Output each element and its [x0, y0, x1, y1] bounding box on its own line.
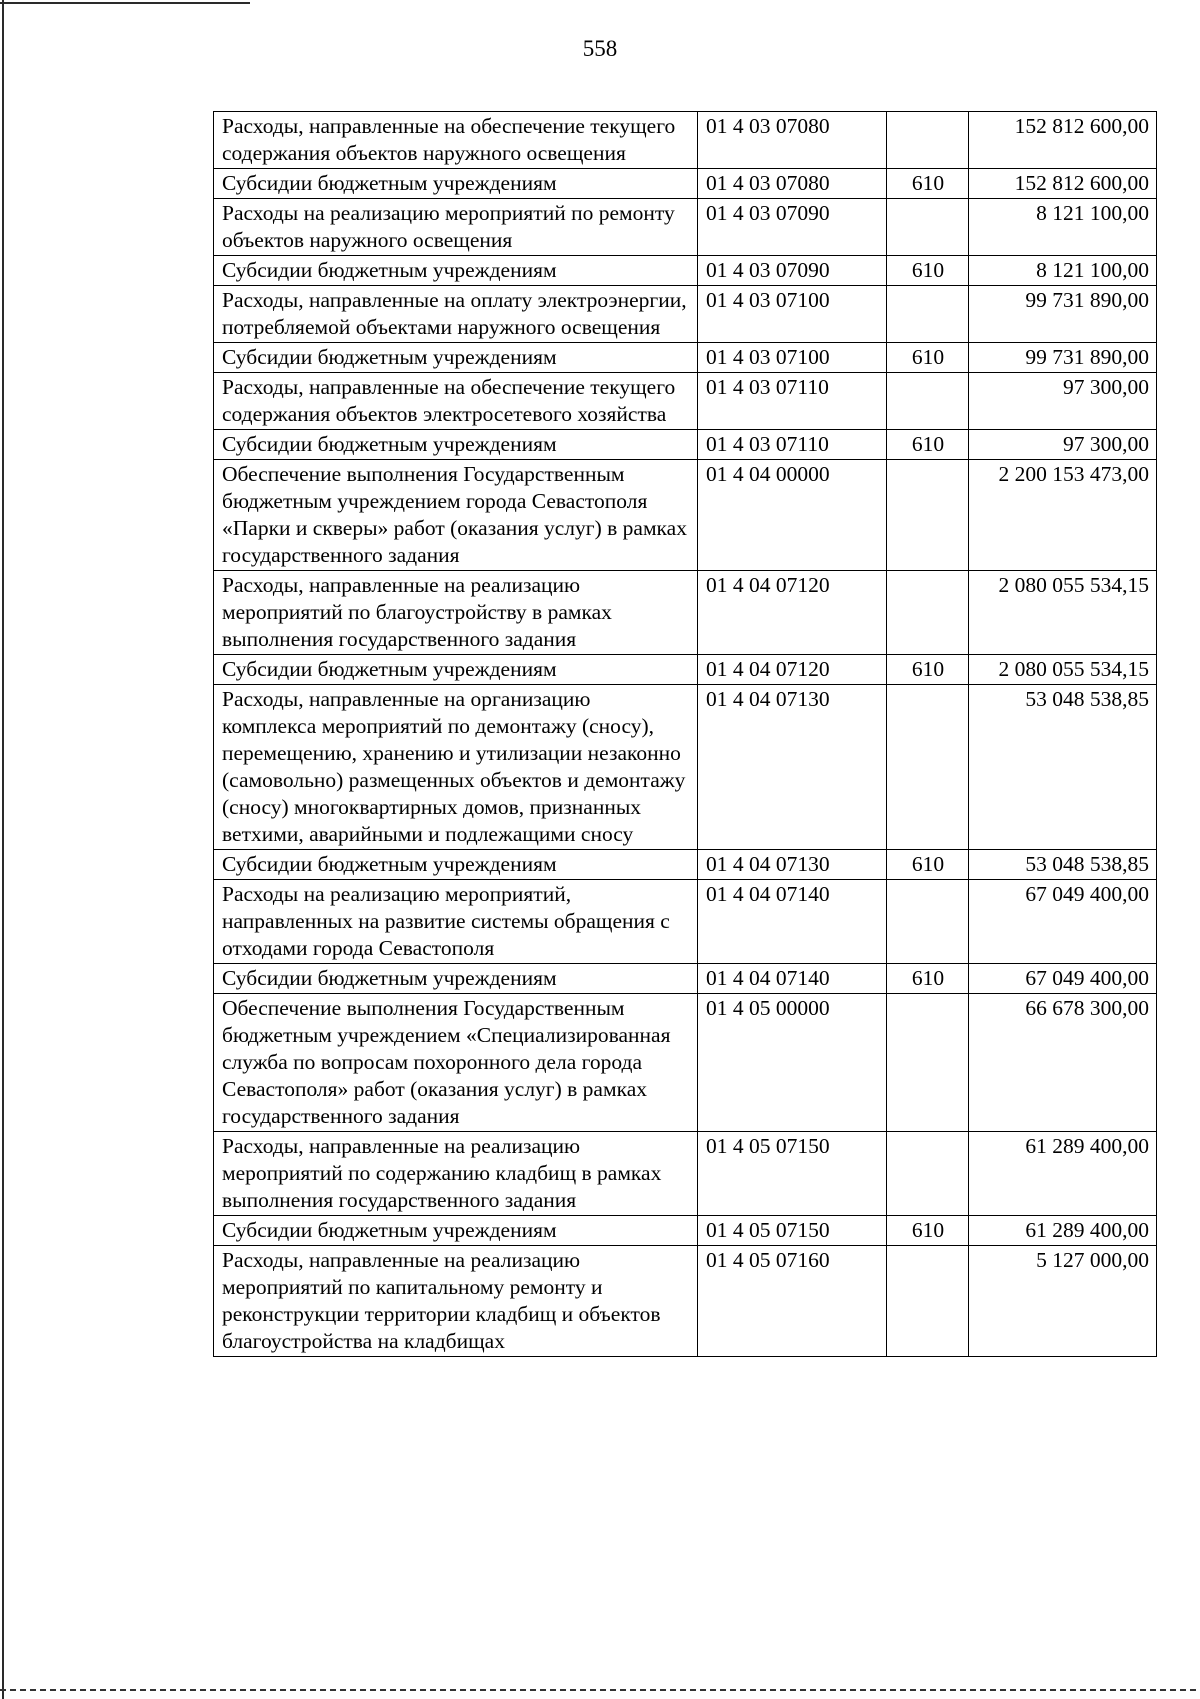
- row-amount: 66 678 300,00: [969, 994, 1157, 1132]
- row-expense-type: [887, 1246, 969, 1357]
- table-row: [214, 430, 1157, 460]
- table-row: [214, 994, 1157, 1132]
- row-amount: 8 121 100,00: [969, 256, 1157, 286]
- row-expense-type: 610: [887, 964, 969, 994]
- table-row: [214, 286, 1157, 343]
- row-expense-type: 610: [887, 169, 969, 199]
- row-description: Обеспечение выполнения Государственным бюджетным учреждением города Севастополя «Парки и скверы» работ (оказания услуг) в рамках государственного задания: [214, 460, 698, 571]
- scan-edge-top: [0, 2, 250, 4]
- row-amount: 67 049 400,00: [969, 880, 1157, 964]
- row-expense-type: [887, 1132, 969, 1216]
- table-row: [214, 256, 1157, 286]
- row-expense-type: 610: [887, 1216, 969, 1246]
- row-expense-type: [887, 199, 969, 256]
- row-description: Субсидии бюджетным учреждениям: [214, 256, 698, 286]
- table-row: [214, 1246, 1157, 1357]
- row-amount: 99 731 890,00: [969, 286, 1157, 343]
- row-target-code: 01 4 03 07080: [698, 112, 887, 169]
- row-description: Субсидии бюджетным учреждениям: [214, 1216, 698, 1246]
- table-row: [214, 373, 1157, 430]
- row-description: Субсидии бюджетным учреждениям: [214, 964, 698, 994]
- row-target-code: 01 4 04 07130: [698, 685, 887, 850]
- row-target-code: 01 4 03 07110: [698, 430, 887, 460]
- row-description: Расходы, направленные на организацию комплекса мероприятий по демонтажу (сносу), перемещению, хранению и утилизации незаконно (самовольно) размещенных объектов и демонтажу (сносу) многоквартирных домов, признанных ветхими, аварийными и подлежащими сносу: [214, 685, 698, 850]
- row-amount: 2 080 055 534,15: [969, 571, 1157, 655]
- row-description: Расходы на реализацию мероприятий по ремонту объектов наружного освещения: [214, 199, 698, 256]
- table-row: [214, 343, 1157, 373]
- row-amount: 97 300,00: [969, 430, 1157, 460]
- table-row: [214, 460, 1157, 571]
- row-expense-type: [887, 880, 969, 964]
- row-amount: 2 200 153 473,00: [969, 460, 1157, 571]
- row-target-code: 01 4 04 00000: [698, 460, 887, 571]
- row-amount: 67 049 400,00: [969, 964, 1157, 994]
- row-amount: 152 812 600,00: [969, 112, 1157, 169]
- table-row: [214, 1216, 1157, 1246]
- row-target-code: 01 4 04 07130: [698, 850, 887, 880]
- table-row: [214, 112, 1157, 169]
- table-row: [214, 850, 1157, 880]
- table-row: [214, 685, 1157, 850]
- row-target-code: 01 4 05 00000: [698, 994, 887, 1132]
- row-target-code: 01 4 03 07100: [698, 286, 887, 343]
- row-expense-type: 610: [887, 343, 969, 373]
- row-description: Субсидии бюджетным учреждениям: [214, 850, 698, 880]
- row-expense-type: 610: [887, 256, 969, 286]
- row-description: Расходы, направленные на обеспечение текущего содержания объектов электросетевого хозяйства: [214, 373, 698, 430]
- row-amount: 61 289 400,00: [969, 1132, 1157, 1216]
- table-row: [214, 964, 1157, 994]
- row-description: Расходы, направленные на реализацию мероприятий по содержанию кладбищ в рамках выполнения государственного задания: [214, 1132, 698, 1216]
- row-expense-type: [887, 460, 969, 571]
- row-target-code: 01 4 03 07090: [698, 199, 887, 256]
- row-description: Субсидии бюджетным учреждениям: [214, 430, 698, 460]
- row-amount: 53 048 538,85: [969, 850, 1157, 880]
- row-description: Расходы, направленные на реализацию мероприятий по благоустройству в рамках выполнения государственного задания: [214, 571, 698, 655]
- row-description: Расходы, направленные на оплату электроэнергии, потребляемой объектами наружного освещения: [214, 286, 698, 343]
- row-target-code: 01 4 05 07150: [698, 1132, 887, 1216]
- row-target-code: 01 4 03 07100: [698, 343, 887, 373]
- row-description: Расходы, направленные на реализацию мероприятий по капитальному ремонту и реконструкции территории кладбищ и объектов благоустройства на кладбищах: [214, 1246, 698, 1357]
- row-amount: 2 080 055 534,15: [969, 655, 1157, 685]
- row-expense-type: [887, 571, 969, 655]
- row-description: Субсидии бюджетным учреждениям: [214, 655, 698, 685]
- row-expense-type: 610: [887, 655, 969, 685]
- row-amount: 99 731 890,00: [969, 343, 1157, 373]
- row-expense-type: [887, 112, 969, 169]
- row-amount: 97 300,00: [969, 373, 1157, 430]
- table-row: [214, 571, 1157, 655]
- scan-edge-left: [2, 0, 4, 1699]
- row-target-code: 01 4 04 07120: [698, 655, 887, 685]
- table-row: [214, 199, 1157, 256]
- row-expense-type: [887, 994, 969, 1132]
- row-target-code: 01 4 03 07110: [698, 373, 887, 430]
- table-row: [214, 880, 1157, 964]
- table-row: [214, 655, 1157, 685]
- row-amount: 61 289 400,00: [969, 1216, 1157, 1246]
- budget-table: [213, 111, 1157, 1357]
- row-description: Субсидии бюджетным учреждениям: [214, 343, 698, 373]
- row-description: Расходы на реализацию мероприятий, направленных на развитие системы обращения с отходами города Севастополя: [214, 880, 698, 964]
- page-number: 558: [582, 36, 618, 61]
- table-row: [214, 1132, 1157, 1216]
- row-expense-type: [887, 286, 969, 343]
- budget-table-body: [214, 112, 1157, 1357]
- row-amount: 5 127 000,00: [969, 1246, 1157, 1357]
- row-expense-type: [887, 373, 969, 430]
- row-description: Обеспечение выполнения Государственным бюджетным учреждением «Специализированная служба по вопросам похоронного дела города Севастополя» работ (оказания услуг) в рамках государственного задания: [214, 994, 698, 1132]
- row-amount: 152 812 600,00: [969, 169, 1157, 199]
- row-description: Расходы, направленные на обеспечение текущего содержания объектов наружного освещения: [214, 112, 698, 169]
- row-target-code: 01 4 03 07080: [698, 169, 887, 199]
- row-target-code: 01 4 05 07160: [698, 1246, 887, 1357]
- row-target-code: 01 4 05 07150: [698, 1216, 887, 1246]
- table-row: [214, 169, 1157, 199]
- row-expense-type: 610: [887, 850, 969, 880]
- row-description: Субсидии бюджетным учреждениям: [214, 169, 698, 199]
- row-target-code: 01 4 03 07090: [698, 256, 887, 286]
- row-amount: 53 048 538,85: [969, 685, 1157, 850]
- scan-edge-bottom: [0, 1689, 1200, 1691]
- row-amount: 8 121 100,00: [969, 199, 1157, 256]
- row-target-code: 01 4 04 07140: [698, 880, 887, 964]
- row-target-code: 01 4 04 07120: [698, 571, 887, 655]
- row-expense-type: 610: [887, 430, 969, 460]
- row-target-code: 01 4 04 07140: [698, 964, 887, 994]
- row-expense-type: [887, 685, 969, 850]
